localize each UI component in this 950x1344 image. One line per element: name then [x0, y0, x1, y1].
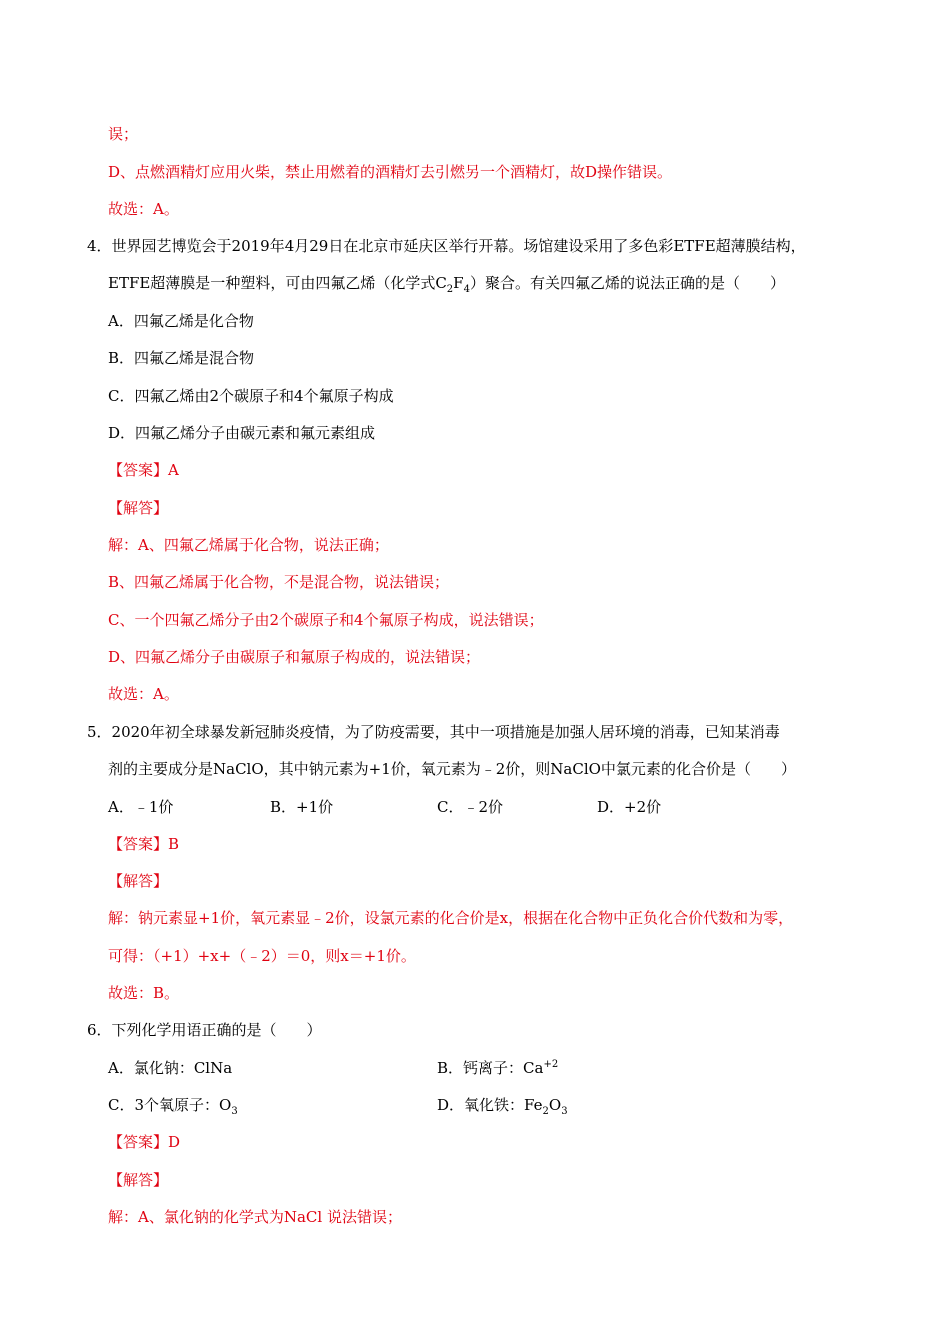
q6-option-d: D．氧化铁：$Fe_2O_3$ [437, 1096, 568, 1117]
q6-option-b: B．钙离子：$Ca^{+2}$ [437, 1059, 559, 1077]
q4-option-c: C．四氟乙烯由2个碳原子和4个氟原子构成 [108, 387, 394, 405]
q6-stem: 6．下列化学用语正确的是（ ） [87, 1021, 322, 1039]
q4-solution-line-3: C、一个四氟乙烯分子由2个碳原子和4个氟原子构成，说法错误； [108, 611, 544, 629]
q4-stem-line-1: 4．世界园艺博览会于2019年4月29日在北京市延庆区举行开幕。场馆建设采用了多色彩ETFE超薄膜结构， [87, 237, 806, 255]
q4-answer: 【答案】A [108, 461, 179, 479]
q6-solution-line-1: 解：A、氯化钠的化学式为NaCl 说法错误； [108, 1208, 402, 1226]
q4-solution-line-4: D、四氟乙烯分子由碳原子和氟原子构成的，说法错误； [108, 648, 481, 666]
prev-solution-line-2: D、点燃酒精灯应用火柴，禁止用燃着的酒精灯去引燃另一个酒精灯，故D操作错误。 [108, 163, 673, 181]
q4-option-d: D．四氟乙烯分子由碳元素和氟元素组成 [108, 424, 376, 442]
prev-conclusion: 故选：A。 [108, 200, 179, 218]
q4-option-a: A．四氟乙烯是化合物 [108, 312, 254, 330]
q5-option-d: D．+2价 [597, 798, 662, 816]
prev-solution-line-1: 误； [108, 125, 139, 143]
q5-stem-line-2: 剂的主要成分是NaClO，其中钠元素为+1价，氧元素为﹣2价，则NaClO中氯元素的化合价是（ ） [108, 760, 796, 778]
q5-conclusion: 故选：B。 [108, 984, 180, 1002]
q4-solution-line-2: B、四氟乙烯属于化合物，不是混合物，说法错误； [108, 573, 450, 591]
q6-analysis-heading: 【解答】 [108, 1171, 169, 1189]
q5-solution-line-2: 可得：（+1）+x+（﹣2）＝0，则x＝+1价。 [108, 947, 416, 965]
q6-option-c: C．3个氧原子：$O_3$ [108, 1096, 238, 1117]
q4-conclusion: 故选：A。 [108, 685, 179, 703]
q5-option-b: B．+1价 [270, 798, 334, 816]
q6-answer: 【答案】D [108, 1133, 181, 1151]
q6-option-a: A．氯化钠：ClNa [108, 1059, 233, 1077]
q4-solution-line-1: 解：A、四氟乙烯属于化合物，说法正确； [108, 536, 389, 554]
q5-solution-line-1: 解：钠元素显+1价，氧元素显﹣2价，设氯元素的化合价是x，根据在化合物中正负化合价代数和为零， [108, 909, 794, 927]
q5-option-a: A．﹣1价 [108, 798, 174, 816]
q5-answer: 【答案】B [108, 835, 180, 853]
q4-stem-line-2: ETFE超薄膜是一种塑料，可由四氟乙烯（化学式$C_2F_4$）聚合。有关四氟乙烯的说法正确的是（ ） [108, 274, 785, 295]
q4-analysis-heading: 【解答】 [108, 499, 169, 517]
q5-option-c: C．﹣2价 [437, 798, 504, 816]
q5-analysis-heading: 【解答】 [108, 872, 169, 890]
q4-option-b: B．四氟乙烯是混合物 [108, 349, 255, 367]
q5-stem-line-1: 5．2020年初全球暴发新冠肺炎疫情，为了防疫需要，其中一项措施是加强人居环境的消毒，已知某消毒 [87, 723, 780, 741]
